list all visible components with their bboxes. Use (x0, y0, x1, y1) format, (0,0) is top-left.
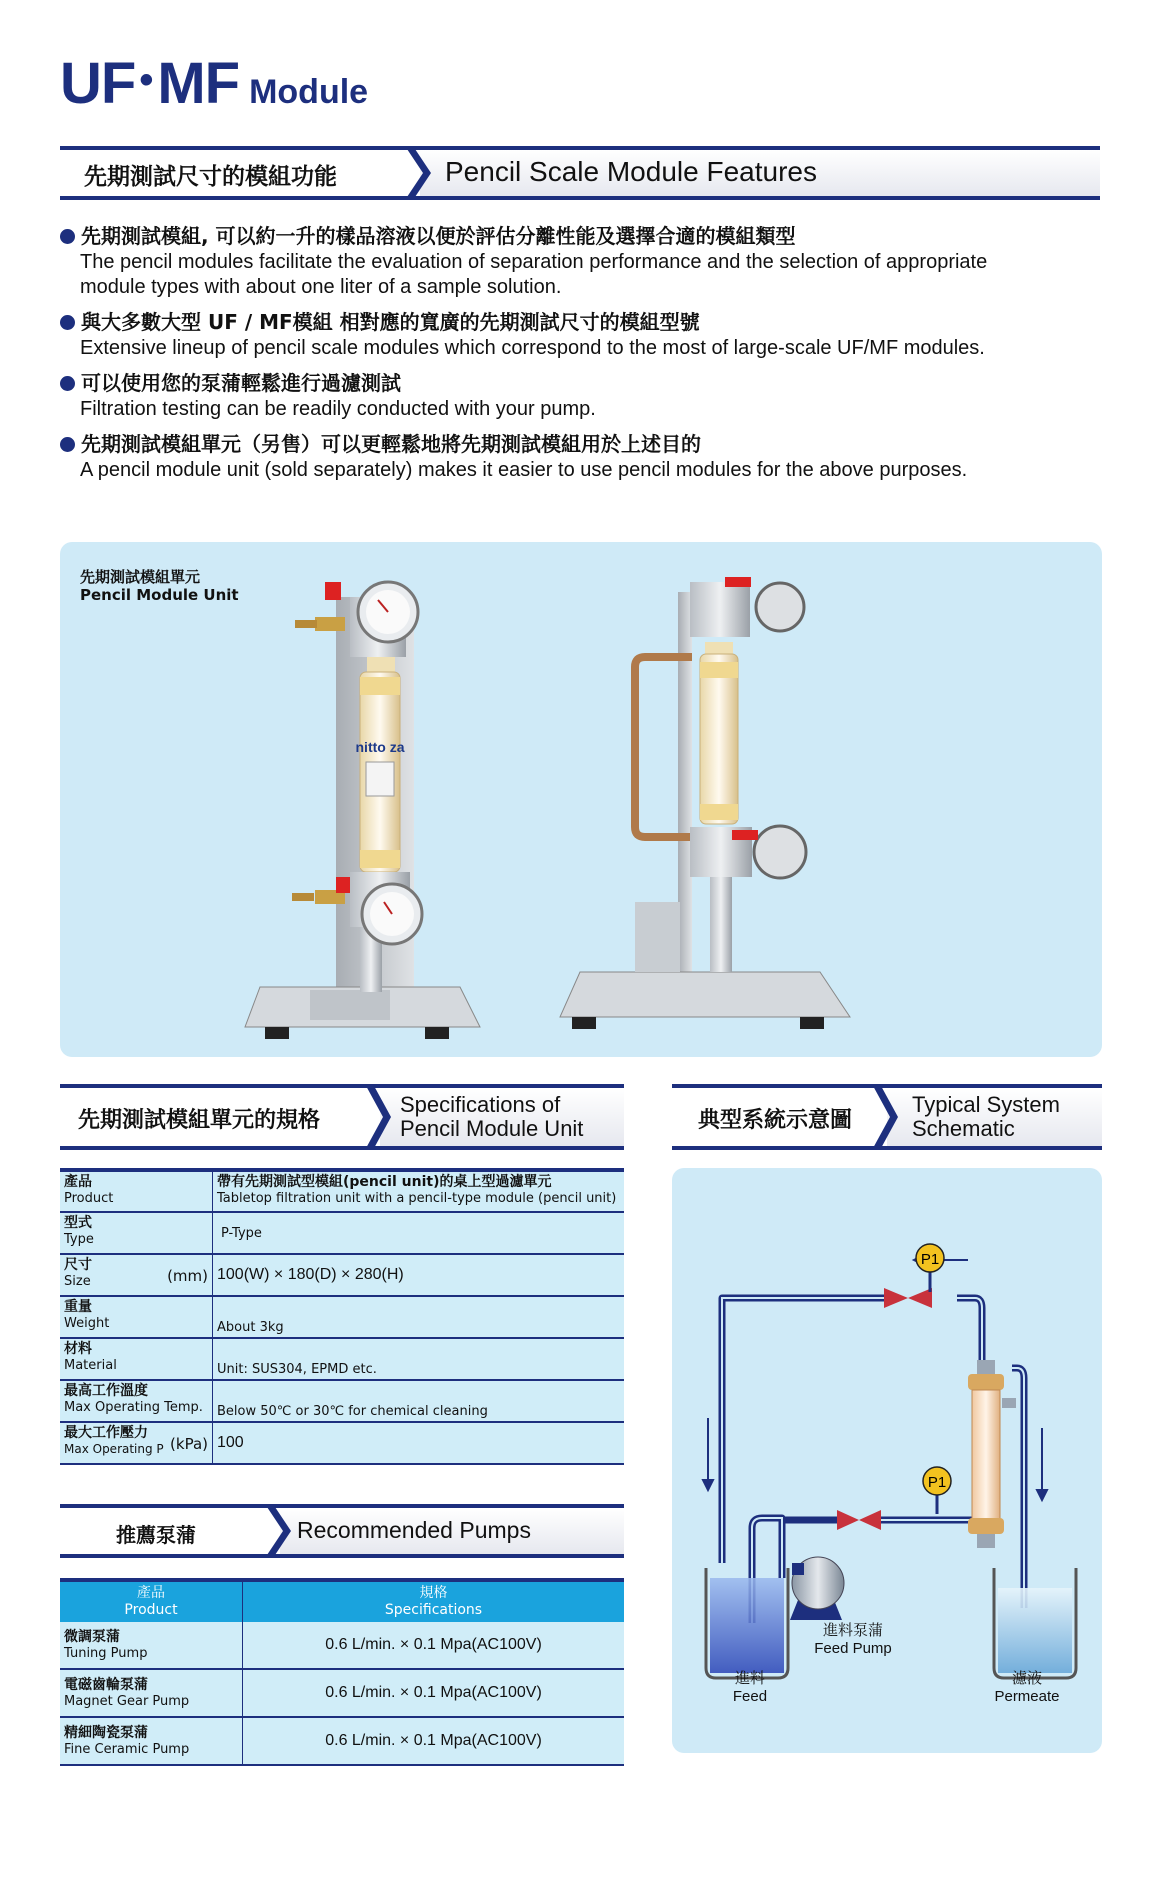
spec-header-en1: Specifications of (400, 1092, 561, 1117)
column-header-product: 產品 Product (60, 1580, 243, 1622)
header-slash-icon (265, 1504, 301, 1558)
table-row (60, 1422, 624, 1464)
unit-front-view (245, 582, 480, 1039)
pump-spec: 0.6 L/min. × 0.1 Mpa(AC100V) (243, 1622, 625, 1669)
table-row (60, 1212, 624, 1254)
table-row (60, 1170, 624, 1212)
photo-label-zh: 先期測試模組單元 (80, 568, 201, 586)
bullet-icon (60, 437, 75, 452)
feed-pump-label: 進料泵蒲 Feed Pump (814, 1622, 892, 1657)
table-row (60, 1254, 624, 1296)
feature-zh: 與大多數大型 UF / MF模組 相對應的寬廣的先期測試尺寸的模組型號 (81, 310, 700, 334)
photo-label-en: Pencil Module Unit (80, 586, 239, 604)
spec-label: 重量 Weight (60, 1296, 213, 1338)
table-row (60, 1380, 624, 1422)
spec-header (60, 1084, 624, 1150)
valve-icon (884, 1288, 932, 1308)
schematic-header-en1: Typical System (912, 1092, 1060, 1117)
pump-name: 微調泵蒲 Tuning Pump (60, 1622, 243, 1669)
schematic-header-zh: 典型系統示意圖 (698, 1108, 853, 1133)
header-slash-icon (365, 1084, 401, 1150)
spec-value: 100 (213, 1422, 625, 1464)
pressure-gauge-icon (916, 1244, 944, 1292)
feature-zh: 可以使用您的泵蒲輕鬆進行過濾測試 (81, 371, 401, 395)
schematic-header-en2: Schematic (912, 1116, 1015, 1141)
feature-en: Filtration testing can be readily conducted with your pump. (80, 398, 596, 420)
permeate-label: 濾液 Permeate (994, 1670, 1060, 1705)
spec-label: 最高工作溫度 Max Operating Temp. (60, 1380, 213, 1422)
table-row (60, 1338, 624, 1380)
table-row (60, 1622, 624, 1669)
table-header-row (60, 1580, 624, 1622)
spec-label: 材料 Material (60, 1338, 213, 1380)
feed-beaker-icon (706, 1568, 788, 1678)
header-slash-icon (405, 146, 445, 200)
spec-header-en2: Pencil Module Unit (400, 1116, 584, 1141)
pencil-module-icon (968, 1360, 1016, 1548)
schematic-header (672, 1084, 1102, 1150)
pump-spec: 0.6 L/min. × 0.1 Mpa(AC100V) (243, 1669, 625, 1717)
pump-table (60, 1578, 624, 1766)
spec-label: 最大工作壓力 Max Operating P (kPa) (60, 1422, 213, 1464)
feature-en: The pencil modules facilitate the evaluation of separation performance and the selection of appropriate (80, 251, 988, 273)
pump-name: 精細陶瓷泵蒲 Fine Ceramic Pump (60, 1717, 243, 1765)
spec-label: 尺寸 Size (mm) (60, 1254, 213, 1296)
feature-en: Extensive lineup of pencil scale modules which correspond to the most of large-scale UF/MF modules. (80, 337, 985, 359)
bullet-icon (60, 376, 75, 391)
bullet-icon (60, 315, 75, 330)
header-slash-icon (872, 1084, 908, 1150)
feature-item (60, 222, 1100, 300)
feed-label: 進料 Feed (732, 1670, 768, 1705)
title-mf: MF (157, 51, 240, 116)
pump-name: 電磁齒輪泵蒲 Magnet Gear Pump (60, 1669, 243, 1717)
gauge-label: P1 (920, 1251, 940, 1268)
spec-label: 產品 Product (60, 1170, 213, 1212)
spec-label: 型式 Type (60, 1212, 213, 1254)
table-row (60, 1296, 624, 1338)
valve-icon (837, 1510, 881, 1530)
unit-side-view (560, 577, 850, 1029)
title-module: Module (249, 73, 369, 111)
feature-en: A pencil module unit (sold separately) makes it easier to use pencil modules for the above purposes. (80, 459, 968, 481)
page-title (60, 50, 368, 120)
title-uf: UF (60, 51, 136, 116)
feature-item (60, 369, 1100, 422)
spec-table (60, 1168, 624, 1465)
feature-en: module types with about one liter of a sample solution. (80, 276, 562, 298)
pencil-module-unit-photo (60, 542, 1102, 1057)
table-row (60, 1717, 624, 1765)
spec-value: 帶有先期測試型模組(pencil unit)的桌上型過濾單元 Tabletop filtration unit with a pencil-type module (pencil unit) (213, 1170, 625, 1212)
bullet-icon (60, 229, 75, 244)
permeate-beaker-icon (994, 1568, 1076, 1678)
column-header-spec: 規格 Specifications (243, 1580, 625, 1622)
feature-item (60, 308, 1100, 361)
pressure-gauge-icon (923, 1467, 951, 1514)
pumps-header (60, 1504, 624, 1558)
spec-value: P-Type (213, 1212, 625, 1254)
gauge-label: P1 (927, 1474, 947, 1491)
spec-header-zh: 先期測試模組單元的規格 (78, 1108, 321, 1133)
features-header-zh: 先期測試尺寸的模組功能 (84, 164, 337, 190)
feed-pump-icon (790, 1557, 844, 1620)
module-brand-text: nitto za (355, 739, 405, 755)
title-separator: • (139, 58, 154, 102)
table-row (60, 1669, 624, 1717)
spec-value: About 3kg (213, 1296, 625, 1338)
features-header-en: Pencil Scale Module Features (445, 156, 817, 187)
features-header (60, 146, 1100, 200)
feature-zh: 先期測試模組單元（另售）可以更輕鬆地將先期測試模組用於上述目的 (81, 432, 701, 456)
pumps-header-zh: 推薦泵蒲 (116, 1523, 196, 1547)
system-schematic (672, 1168, 1102, 1753)
spec-value: 100(W) × 180(D) × 280(H) (213, 1254, 625, 1296)
feature-item (60, 430, 1100, 483)
feature-list (60, 222, 1100, 491)
spec-value: Unit: SUS304, EPMD etc. (213, 1338, 625, 1380)
feature-zh: 先期測試模組, 可以約一升的樣品溶液以便於評估分離性能及選擇合適的模組類型 (81, 224, 796, 248)
pumps-header-en: Recommended Pumps (297, 1517, 531, 1543)
pump-spec: 0.6 L/min. × 0.1 Mpa(AC100V) (243, 1717, 625, 1765)
spec-value: Below 50℃ or 30℃ for chemical cleaning (213, 1380, 625, 1422)
